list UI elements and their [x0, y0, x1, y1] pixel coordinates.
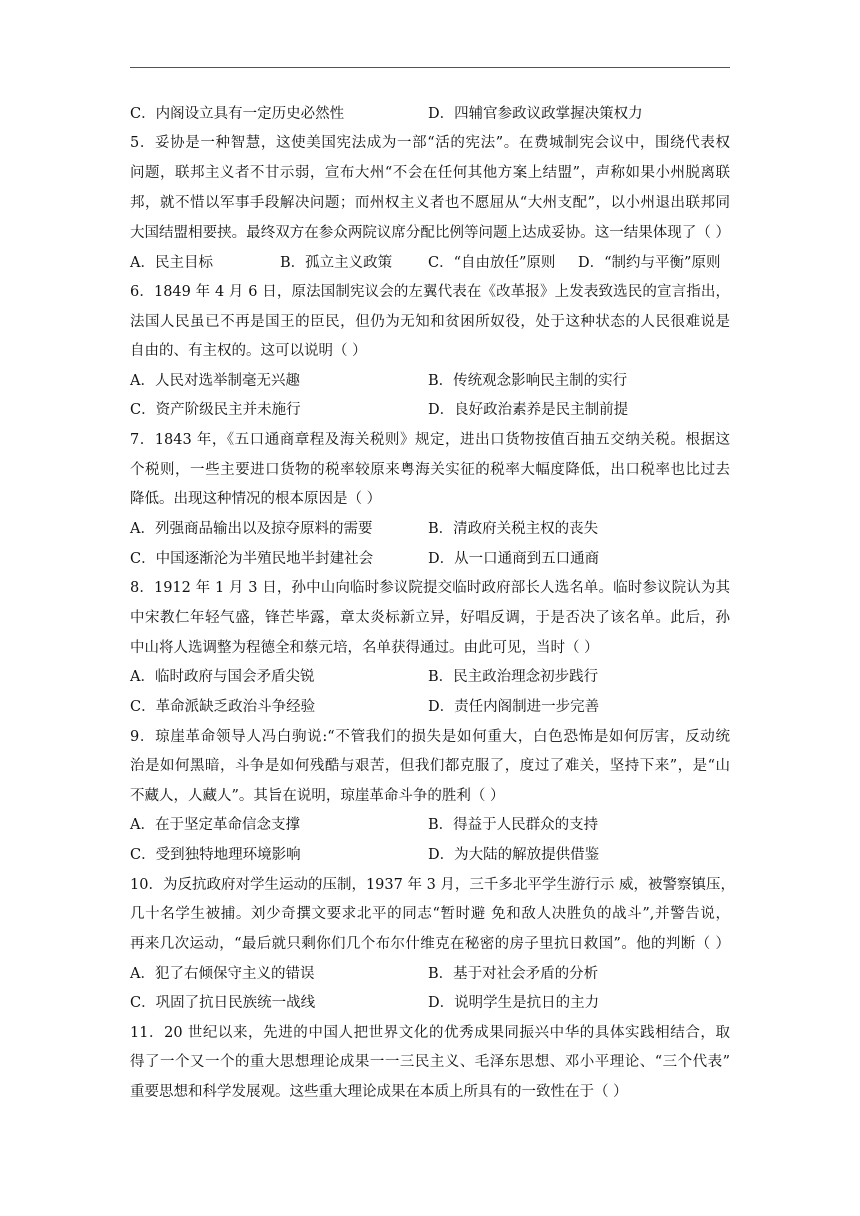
q6-option-d: D．良好政治素养是民主制前提 — [428, 402, 629, 418]
q5-stem-line-4: 大国结盟相要挟。最终双方在参众两院议席分配比例等问题上达成妥协。这一结果体现了（ ） — [130, 225, 730, 241]
q8-stem-line-2: 中宋教仁年轻气盛，锋芒毕露，章太炎标新立异，好唱反调，于是否决了该名单。此后，孙 — [130, 610, 730, 626]
q11-stem-line-3: 重要思想和科学发展观。这些重大理论成果在本质上所具有的一致性在于（ ） — [130, 1084, 628, 1100]
q9-stem-line-1: 9．琼崖革命领导人冯白驹说:“不管我们的损失是如何重大，白色恐怖是如何厉害，反动统 — [130, 729, 730, 745]
q4-option-d: D．四辅官参政议政掌握决策权力 — [428, 106, 643, 122]
q5-option-c: C．“自由放任”原则 — [428, 255, 556, 271]
q5-option-d: D．“制约与平衡”原则 — [578, 255, 721, 271]
q5-stem-line-2: 问题，联邦主义者不甘示弱，宣布大州“不会在任何其他方案上结盟”，声称如果小州脱离联 — [130, 165, 730, 181]
q10-option-d: D．说明学生是抗日的主力 — [428, 995, 600, 1011]
q9-options-row-1 — [130, 815, 730, 835]
q11-stem-line-1: 11．20 世纪以来，先进的中国人把世界文化的优秀成果同振兴中华的具体实践相结合，取 — [130, 1025, 730, 1041]
q10-options-row-1 — [130, 964, 730, 984]
q6-option-b: B．传统观念影响民主制的实行 — [428, 373, 628, 389]
q5-option-b: B．孤立主义政策 — [280, 255, 393, 271]
q7-stem-line-3: 降低。出现这种情况的根本原因是（ ） — [130, 491, 382, 507]
q10-stem-line-3: 再来几次运动，“最后就只剩你们几个布尔什维克在秘密的房子里抗日救国”。他的判断（ ） — [130, 936, 730, 952]
q5-stem-line-3: 邦，就不惜以军事手段解决问题；而州权主义者也不愿屈从“大州支配”，以小州退出联邦同 — [130, 195, 730, 211]
q9-option-b: B．得益于人民群众的支持 — [428, 817, 599, 833]
q6-stem-line-2: 法国人民虽已不再是国王的臣民，但仍为无知和贫困所奴役，处于这种状态的人民很难说是 — [130, 314, 730, 330]
q10-stem-line-1: 10．为反抗政府对学生运动的压制，1937 年 3 月，三千多北平学生游行示 威，被警察镇压， — [130, 877, 736, 893]
q10-stem-line-2: 几十名学生被捕。刘少奇撰文要求北平的同志“暂时避 免和敌人决胜负的战斗”,并警告说， — [130, 906, 730, 922]
q8-options-row-2 — [130, 697, 730, 717]
q6-stem-line-1: 6．1849 年 4 月 6 日，原法国制宪议会的左翼代表在《改革报》上发表致选民的宣言指出， — [130, 284, 730, 300]
q7-options-row-1 — [130, 519, 730, 539]
q6-stem-line-3: 自由的、有主权的。这可以说明（ ） — [130, 343, 367, 359]
q7-option-c: C．中国逐渐沦为半殖民地半封建社会 — [130, 551, 374, 567]
q10-option-b: B．基于对社会矛盾的分析 — [428, 966, 599, 982]
q9-options-row-2 — [130, 845, 730, 865]
q8-option-d: D．责任内阁制进一步完善 — [428, 699, 600, 715]
q9-option-d: D．为大陆的解放提供借鉴 — [428, 847, 600, 863]
q4-option-c: C．内阁设立具有一定历史必然性 — [130, 106, 345, 122]
q6-option-a: A．人民对选举制毫无兴趣 — [130, 373, 300, 389]
q4-options-row — [130, 104, 730, 124]
q9-option-a: A．在于坚定革命信念支撑 — [130, 817, 300, 833]
q7-options-row-2 — [130, 549, 730, 569]
q6-options-row-2 — [130, 400, 730, 420]
q5-stem-line-1: 5．妥协是一种智慧，这使美国宪法成为一部“活的宪法”。在费城制宪会议中，围绕代表权 — [130, 135, 730, 151]
q5-option-a: A．民主目标 — [130, 255, 213, 271]
q6-options-row-1 — [130, 371, 730, 391]
q10-option-c: C．巩固了抗日民族统一战线 — [130, 995, 316, 1011]
q7-option-b: B．清政府关税主权的丧失 — [428, 521, 599, 537]
q8-option-a: A．临时政府与国会矛盾尖锐 — [130, 669, 315, 685]
q10-options-row-2 — [130, 993, 730, 1013]
q6-option-c: C．资产阶级民主并未施行 — [130, 402, 301, 418]
q10-option-a: A．犯了右倾保守主义的错误 — [130, 966, 315, 982]
q9-option-c: C．受到独特地理环境影响 — [130, 847, 301, 863]
header-rule — [130, 67, 730, 68]
q7-option-a: A．列强商品输出以及掠夺原料的需要 — [130, 521, 373, 537]
q9-stem-line-2: 治是如何黑暗，斗争是如何残酷与艰苦，但我们都克服了，度过了难关，坚持下来”，是“山 — [130, 758, 730, 774]
q8-stem-line-1: 8．1912 年 1 月 3 日，孙中山向临时参议院提交临时政府部长人选名单。临时参议院认为其 — [130, 580, 730, 596]
q8-option-b: B．民主政治理念初步践行 — [428, 669, 599, 685]
q7-stem-line-2: 个税则，一些主要进口货物的税率较原来粤海关实征的税率大幅度降低，出口税率也比过去 — [130, 462, 730, 478]
q7-option-d: D．从一口通商到五口通商 — [428, 551, 600, 567]
q8-option-c: C．革命派缺乏政治斗争经验 — [130, 699, 316, 715]
q8-options-row-1 — [130, 667, 730, 687]
q9-stem-line-3: 不藏人，人藏人”。其旨在说明，琼崖革命斗争的胜利（ ） — [130, 788, 505, 804]
q7-stem-line-1: 7．1843 年，《五口通商章程及海关税则》规定，进出口货物按值百抽五交纳关税。根据这 — [130, 432, 730, 448]
q8-stem-line-3: 中山将人选调整为程德全和蔡元培，名单获得通过。由此可见，当时（ ） — [130, 640, 599, 656]
q11-stem-line-2: 得了一个又一个的重大思想理论成果一一三民主义、毛泽东思想、邓小平理论、“三个代表” — [130, 1054, 730, 1070]
